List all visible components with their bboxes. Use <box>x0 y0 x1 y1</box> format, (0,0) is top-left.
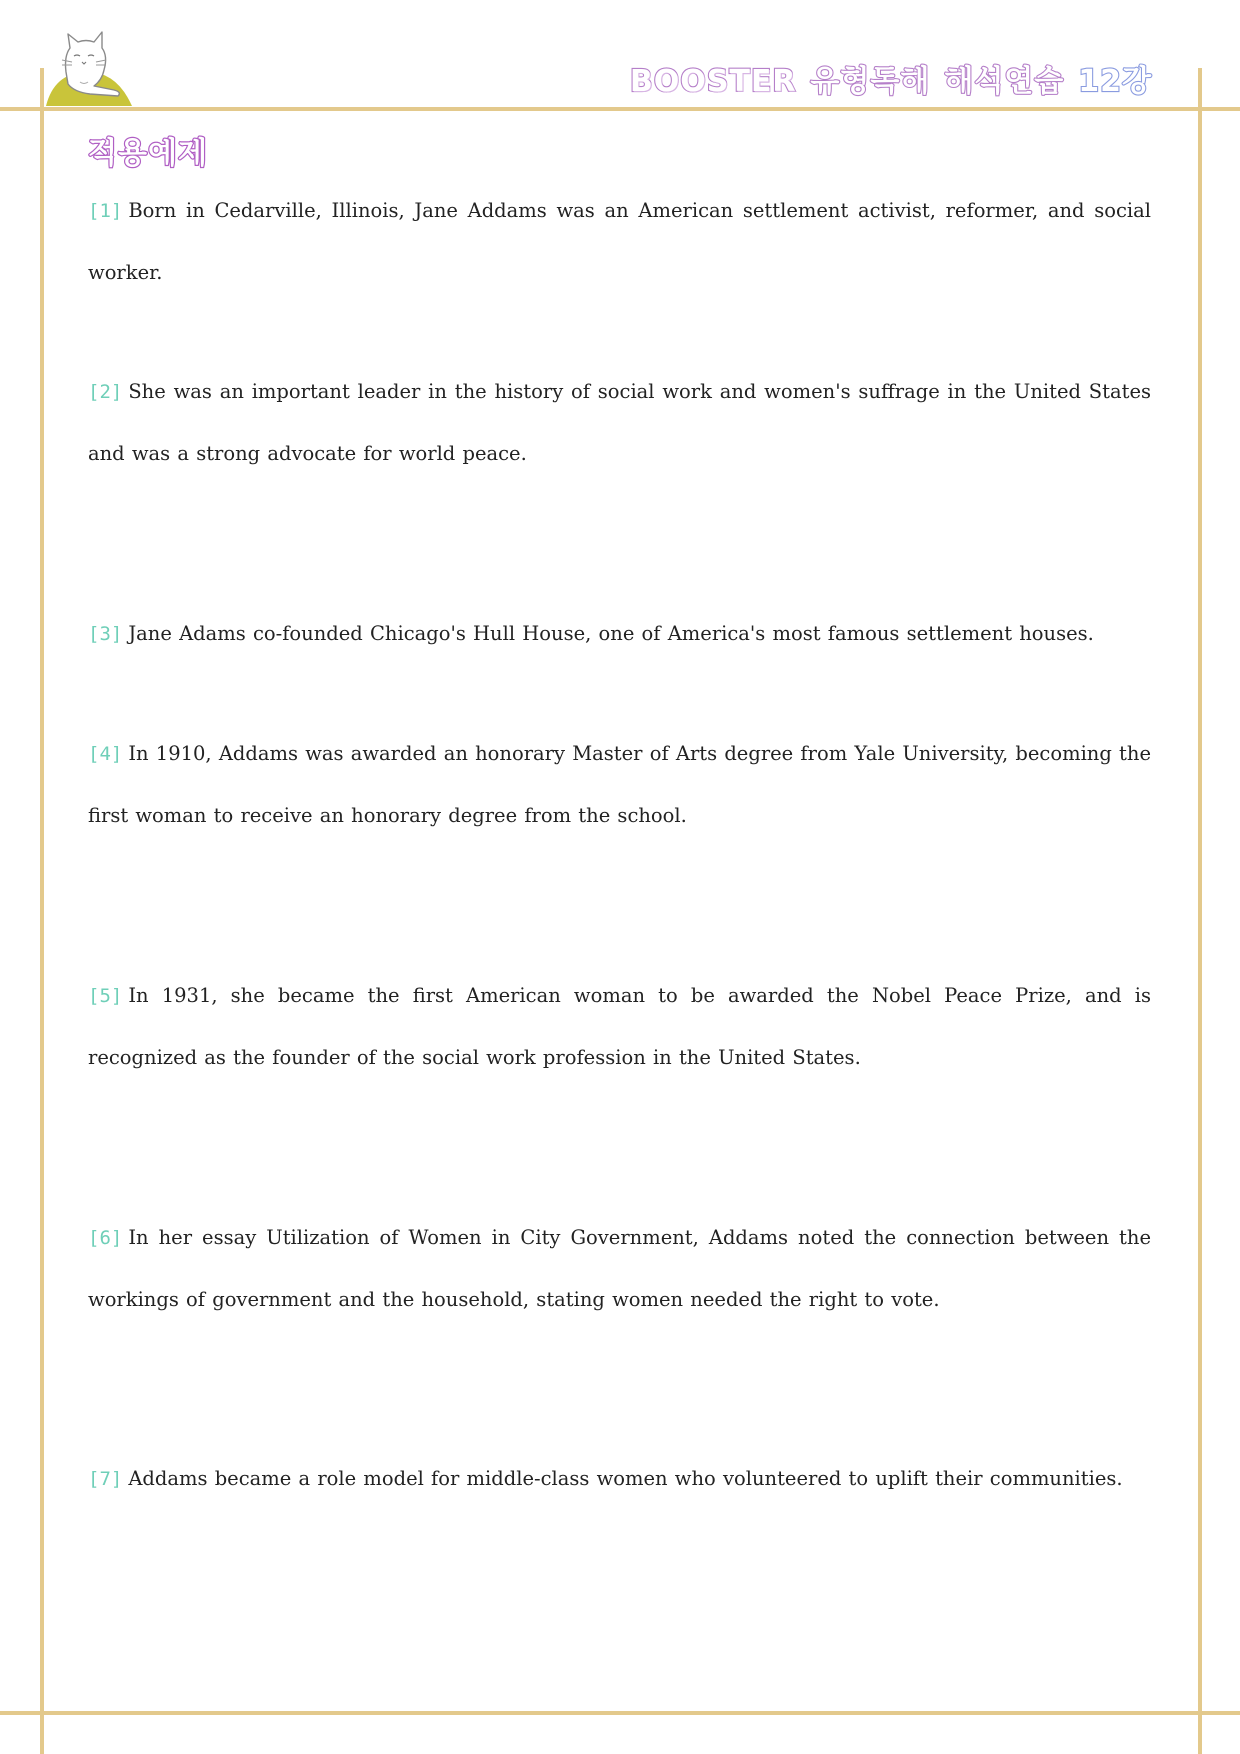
header-divider <box>0 107 1240 111</box>
paragraph-number: [4] <box>88 743 123 765</box>
paragraph-2 <box>88 361 1151 484</box>
paragraph-text: Born in Cedarville, Illinois, Jane Addams was an American settlement activist, reformer, and social worker. <box>88 199 1151 284</box>
right-border <box>1198 68 1202 1754</box>
header-lesson: 12강 <box>1078 64 1152 99</box>
header-brand: BOOSTER <box>629 64 797 99</box>
left-border <box>40 68 44 1754</box>
footer-divider <box>0 1711 1240 1715</box>
header-course: 유형독해 <box>810 64 931 99</box>
paragraph-3 <box>88 603 1151 665</box>
paragraph-number: [3] <box>88 623 123 645</box>
page-header-title <box>630 56 1152 100</box>
paragraph-number: [1] <box>88 200 123 222</box>
paragraph-text: In her essay Utilization of Women in City Government, Addams noted the connection between the workings of government and the household, stating women needed the right to vote. <box>88 1226 1151 1311</box>
paragraph-number: [7] <box>88 1468 123 1490</box>
paragraph-6 <box>88 1207 1151 1330</box>
paragraph-7 <box>88 1448 1151 1510</box>
paragraph-text: Addams became a role model for middle-class women who volunteered to uplift their communities. <box>128 1467 1123 1490</box>
paragraph-4 <box>88 723 1151 846</box>
paragraph-text: In 1910, Addams was awarded an honorary Master of Arts degree from Yale University, becoming the first woman to receive an honorary degree from the school. <box>88 742 1151 827</box>
paragraph-number: [5] <box>88 985 123 1007</box>
cat-on-hill-icon <box>44 26 134 106</box>
paragraph-text: Jane Adams co-founded Chicago's Hull House, one of America's most famous settlement houses. <box>128 622 1094 645</box>
header-practice: 해석연습 <box>944 64 1065 99</box>
paragraph-text: She was an important leader in the history of social work and women's suffrage in the United States and was a strong advocate for world peace. <box>88 380 1151 465</box>
paragraph-5 <box>88 965 1151 1088</box>
paragraph-1 <box>88 180 1151 303</box>
paragraph-text: In 1931, she became the first American woman to be awarded the Nobel Peace Prize, and is recognized as the founder of the social work profession in the United States. <box>88 984 1151 1069</box>
paragraph-number: [2] <box>88 381 123 403</box>
paragraph-number: [6] <box>88 1227 123 1249</box>
section-title: 적용예제 <box>88 136 208 171</box>
